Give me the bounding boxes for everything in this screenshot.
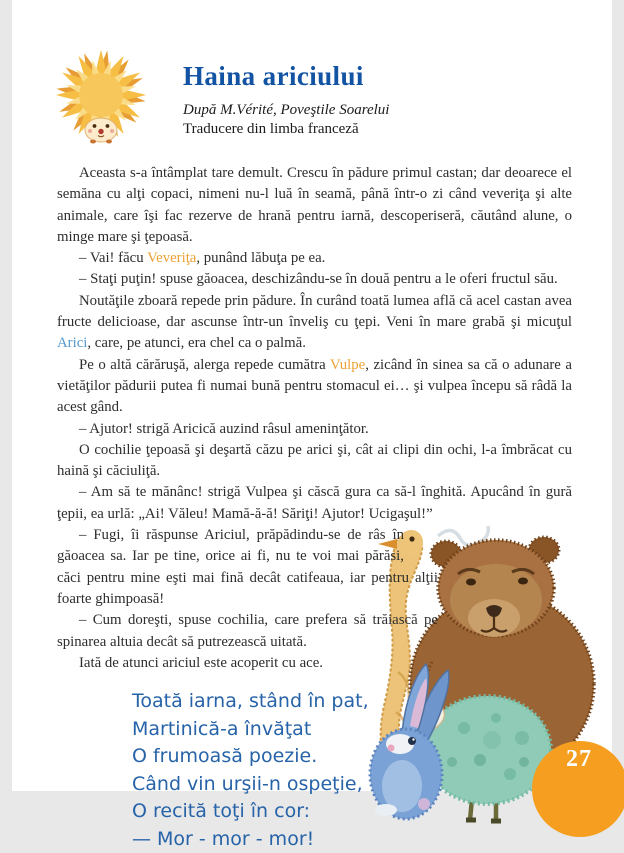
- page-number-badge: [532, 741, 624, 837]
- story-segment: , punând lăbuţa pe ea.: [196, 250, 326, 267]
- story-segment: Noutăţile zboară repede prin pădure. În curând toată lumea află că acel castan avea fructe delicioase, dar ascunse într-un înveliş cu ţepi. Veni în mare grabă şi micuţul: [57, 292, 572, 331]
- story-segment: – Ajutor! strigă Aricică auzind râsul ameninţător.: [79, 420, 369, 437]
- story-paragraph: [57, 440, 572, 483]
- hedgehog-illustration: [57, 52, 145, 147]
- poem-line: Toată iarna, stând în pat,: [132, 690, 369, 713]
- story-paragraph: [57, 525, 572, 610]
- character-name-hedgehog: Arici: [57, 335, 88, 352]
- page-number: 27: [566, 746, 592, 772]
- story-segment: , zicând în sinea sa că o adunare a vietăţilor pădurii putea fi numai bună pentru stomacul ei… şi vulpea începu să râdă la acest gând.: [57, 356, 572, 416]
- story-segment: – Am să te mănânc! strigă Vulpea şi căscă gura ca să-l înghită. Apucând în gură ţepii, ea urlă: „Ai! Văleu! Mamă-ă-ă! Săriţi! Ajutor! Ucigaşul!”: [57, 484, 572, 522]
- story-segment: Pe o altă cărăruşă, alerga repede cumătra: [79, 356, 330, 373]
- character-name-fox: Vulpe: [329, 356, 366, 373]
- story-paragraph: [57, 291, 572, 355]
- hedgehog-icon: [57, 52, 145, 147]
- character-name-squirrel: Veveriţa: [147, 250, 197, 267]
- hedgehog-face: [85, 118, 117, 144]
- story-segment: O cochilie ţepoasă şi deşartă căzu pe arici şi, cât ai clipi din ochi, l-a îmbrăcat cu haină şi căciuliţă.: [57, 441, 572, 480]
- poem-line: Când vin urşii-n ospeţie,: [132, 772, 363, 795]
- story-segment: – Staţi puţin! spuse găoacea, deschizându-se în două pentru a le oferi fructul său.: [79, 271, 558, 288]
- story-segment: – Cum doreşti, spuse cochilia, care prefera să trăiască pe spinarea altuia decât să putrezească uitată.: [57, 612, 438, 650]
- poem-line: O frumoasă poezie.: [132, 745, 318, 768]
- poem-line: — Mor - mor - mor!: [132, 827, 315, 850]
- page-title: Haina ariciului: [183, 61, 364, 91]
- story-segment: Aceasta s-a întâmplat tare demult. Crescu în pădure primul castan; dar deoarece el semăna cu alţi copaci, nimeni nu-l luă în seamă, până într-o zi când veveriţa şi alte animale, care îşi fac rezerve de hrană pentru iarnă, descoperiseră, căutând alune, o minge mare şi ţepoasă.: [57, 165, 572, 245]
- story-segment: – Vai! făcu: [79, 250, 148, 267]
- page-header: [12, 0, 612, 147]
- book-page: [12, 0, 612, 850]
- poem-line: O recită toţi în cor:: [132, 800, 311, 823]
- story-paragraph: [57, 248, 572, 269]
- byline: După M.Vérité, Poveştile Soarelui: [183, 102, 390, 119]
- story-paragraph: [57, 482, 572, 525]
- poem-line: Martinică-a învăţat: [132, 717, 312, 740]
- story-text: [57, 163, 572, 853]
- story-paragraph: [57, 163, 572, 248]
- translation-note: Traducere din limba franceză: [183, 121, 359, 138]
- story-paragraph: [57, 419, 572, 440]
- story-segment: , care, pe atunci, era chel ca o palmă.: [87, 335, 306, 352]
- story-paragraph: [57, 355, 572, 419]
- story-segment: Iată de atunci ariciul este acoperit cu ace.: [79, 654, 324, 671]
- story-paragraph: [57, 269, 572, 290]
- header-text: [183, 52, 389, 139]
- story-segment: – Fugi, îi răspunse Ariciul, prăpădindu-se de râs în găoacea sa. Iar pe tine, orice ai fi, nu te voi mai părăsi, căci pentru mine eşti mai fină decât catifeaua, iar pentru alţii foarte ghimpoasă!: [57, 527, 438, 607]
